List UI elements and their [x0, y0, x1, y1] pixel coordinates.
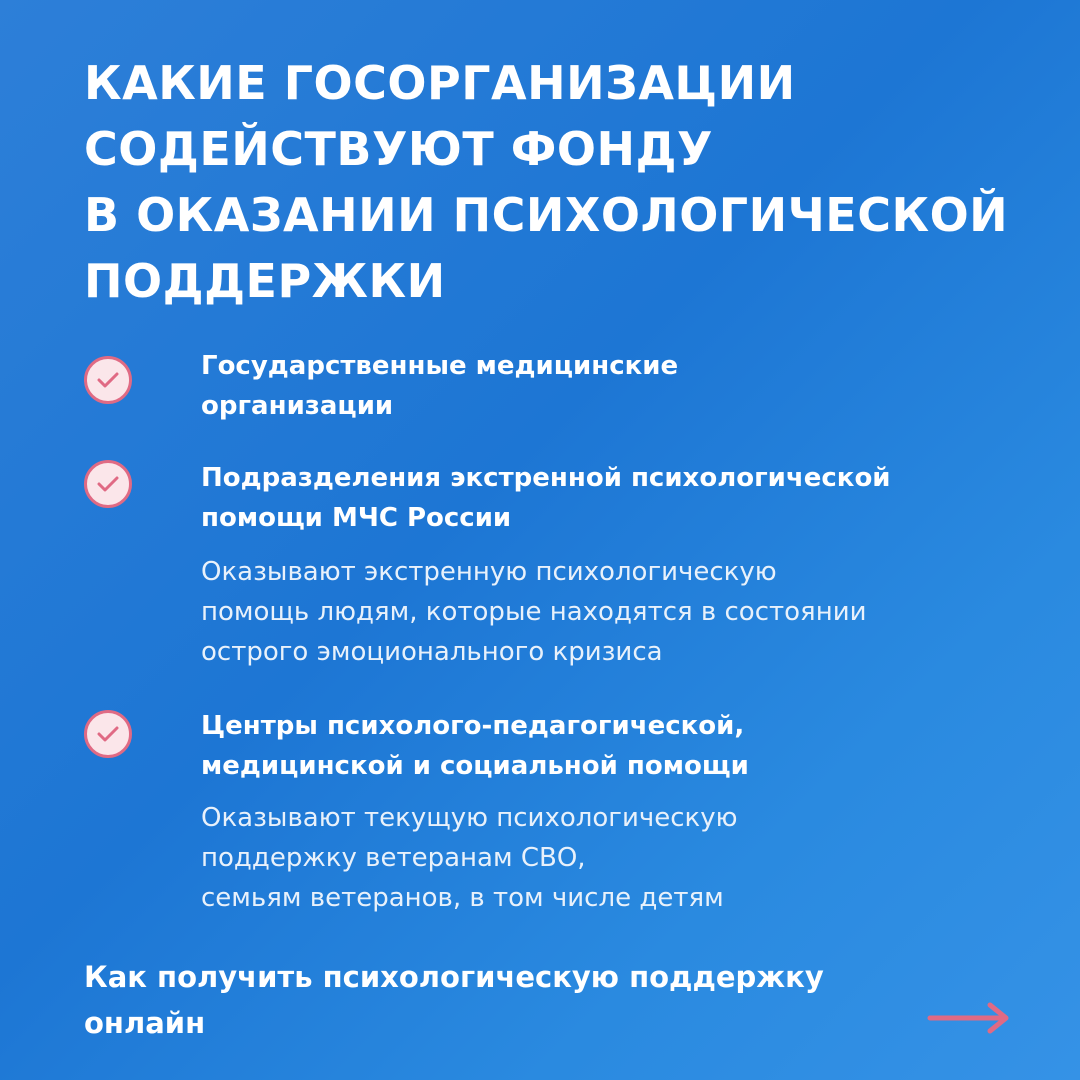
- item-title-line: Подразделения экстренной психологической: [201, 463, 891, 493]
- footer-line: онлайн: [84, 1006, 206, 1040]
- footer-line: Как получить психологическую поддержку: [84, 960, 824, 994]
- item-title-line: медицинской и социальной помощи: [201, 751, 749, 781]
- item-title: [201, 706, 1001, 786]
- check-circle-icon: [84, 460, 132, 508]
- footer-link[interactable]: [84, 954, 964, 1046]
- title-line: СОДЕЙСТВУЮТ ФОНДУ: [84, 122, 713, 176]
- item-title-line: организации: [201, 391, 394, 421]
- title-line: КАКИЕ ГОСОРГАНИЗАЦИИ: [84, 56, 796, 110]
- item-title-line: помощи МЧС России: [201, 503, 512, 533]
- title-line: В ОКАЗАНИИ ПСИХОЛОГИЧЕСКОЙ: [84, 188, 1009, 242]
- item-desc-line: Оказывают экстренную психологическую: [201, 557, 777, 587]
- item-title-line: Государственные медицинские: [201, 351, 679, 381]
- check-circle-icon: [84, 710, 132, 758]
- check-circle-icon: [84, 356, 132, 404]
- item-desc-line: острого эмоционального кризиса: [201, 637, 663, 667]
- item-title: [201, 458, 1001, 538]
- item-desc-line: Оказывают текущую психологическую: [201, 803, 738, 833]
- item-description: [201, 798, 1021, 918]
- arrow-right-icon[interactable]: [926, 1001, 1012, 1039]
- item-description: [201, 552, 1021, 672]
- item-title-line: Центры психолого-педагогической,: [201, 711, 745, 741]
- item-desc-line: поддержку ветеранам СВО,: [201, 843, 586, 873]
- item-desc-line: помощь людям, которые находятся в состоянии: [201, 597, 867, 627]
- item-title: [201, 346, 1001, 426]
- title-line: ПОДДЕРЖКИ: [84, 254, 446, 308]
- page-title: [84, 50, 1044, 314]
- item-desc-line: семьям ветеранов, в том числе детям: [201, 883, 724, 913]
